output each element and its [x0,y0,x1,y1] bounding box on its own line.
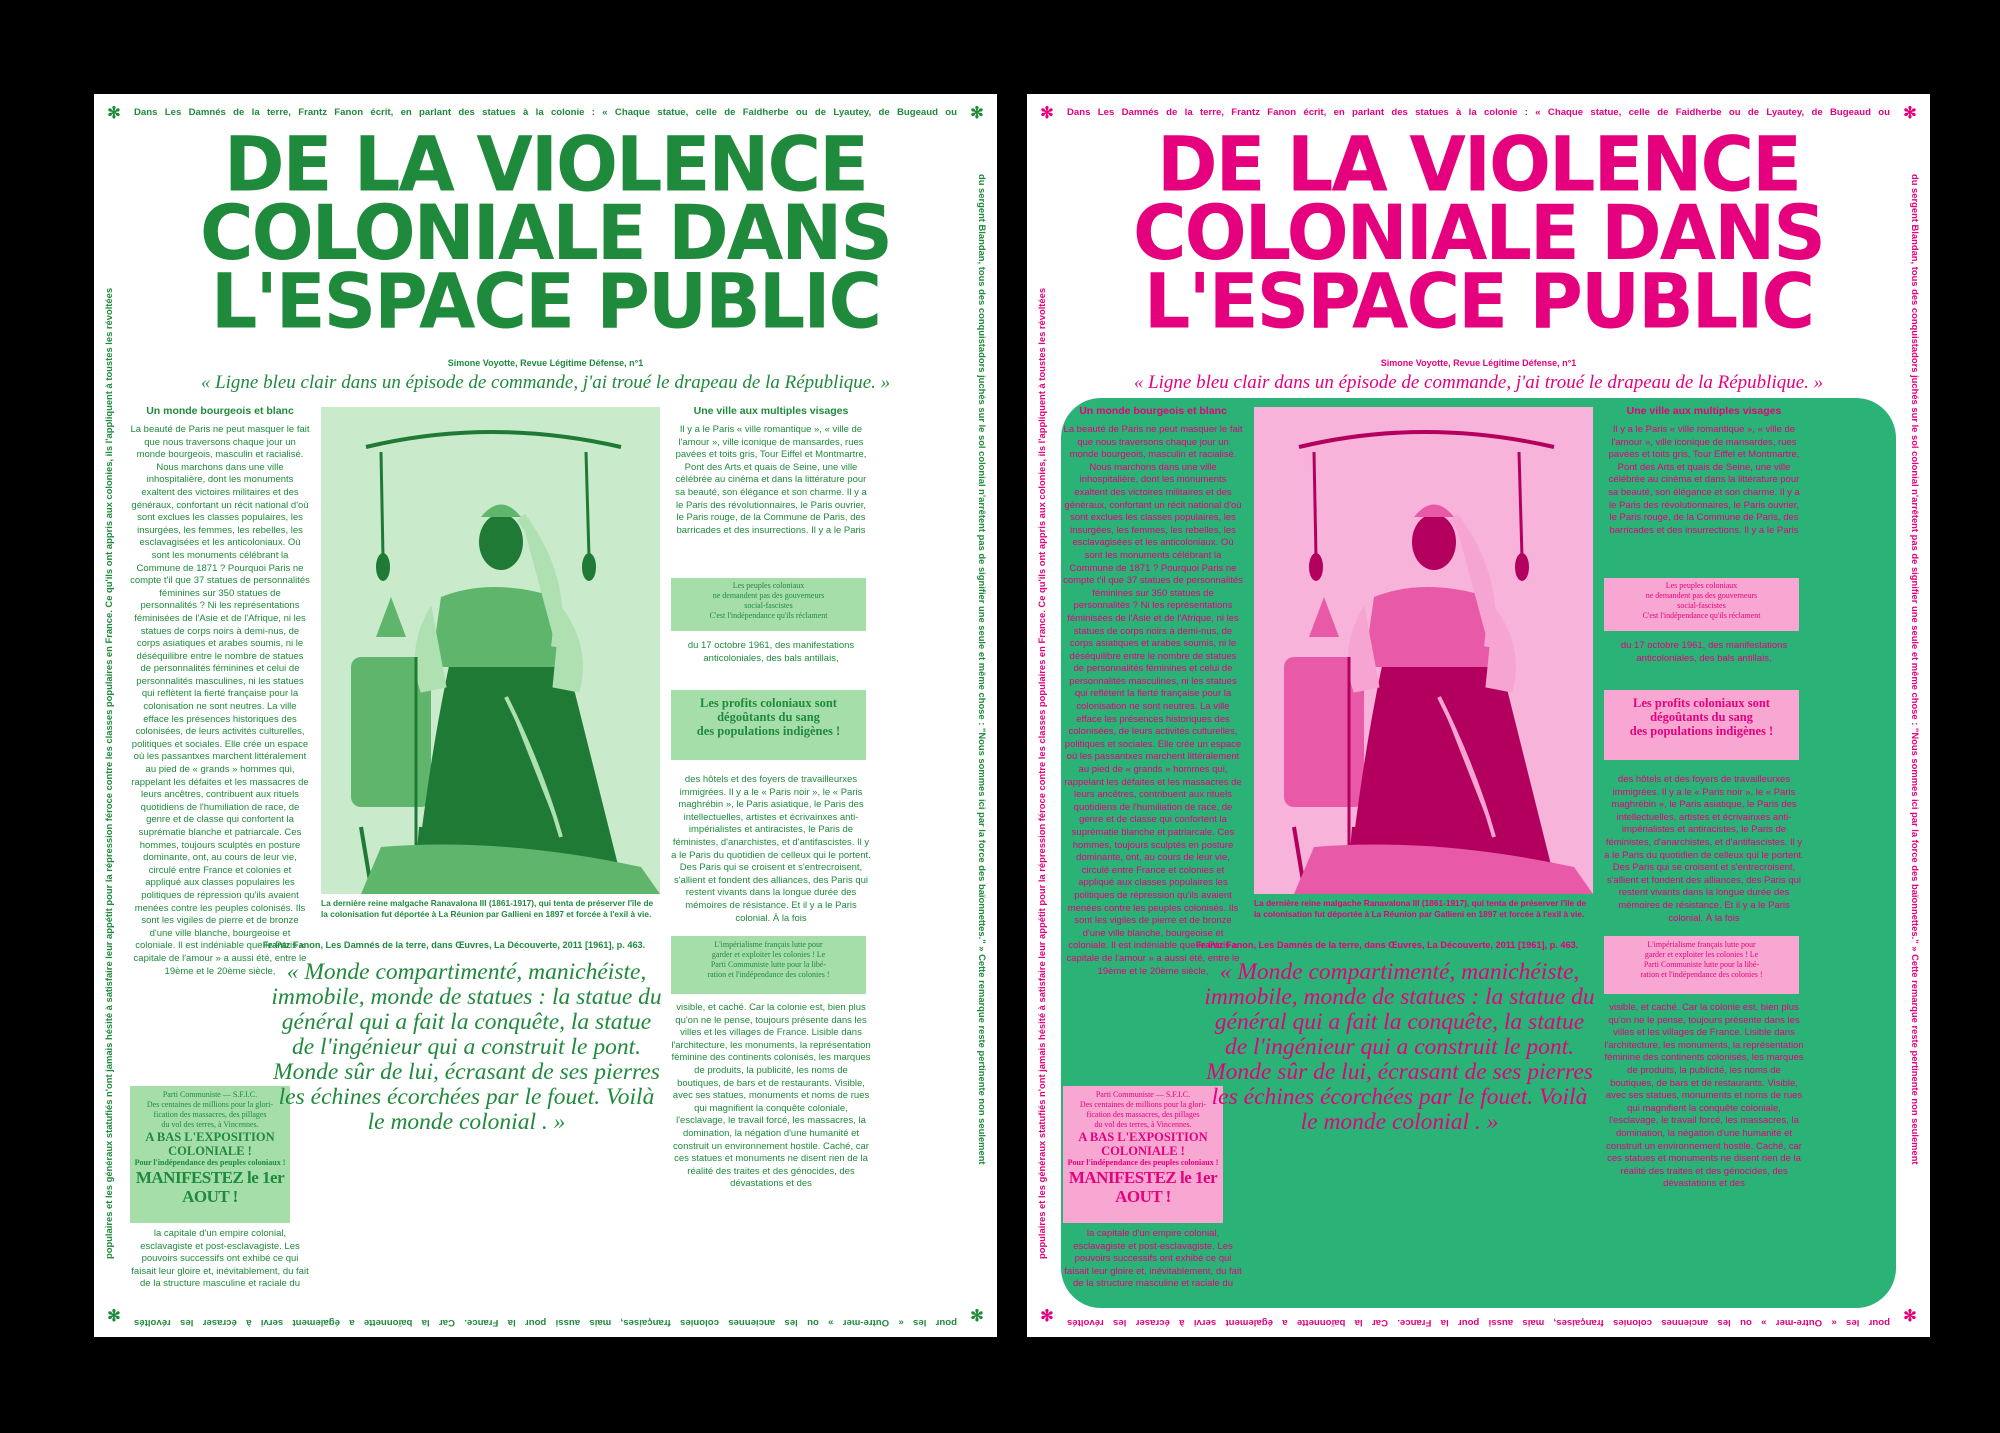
tract-line: Des centaines de millions pour la glori- [146,1100,274,1109]
epigraph-attribution: Simone Voyotte, Revue Légitime Défense, n°1 [1380,358,1577,368]
running-text-top: Dans Les Damnés de la terre, Frantz Fanon écrit, en parlant des statues à la colonie : « Chaque statue, celle de Faidherbe ou de Lyautey, de Bugeaud ou [1067,107,1890,118]
asterisk-icon: ✻ [970,1308,984,1325]
asterisk-icon: ✻ [1040,105,1054,122]
tract-line: L'impérialisme français lutte pour [1647,940,1756,949]
tract-line: ration et l'indépendance des colonies ! [707,970,830,979]
tract-line: fication des massacres, des pillages [1086,1110,1200,1119]
tract-line: L'impérialisme français lutte pour [714,940,823,949]
tract-line: Parti Communiste — S.F.I.C. [162,1090,258,1099]
tract-line: dégoûtants du sang [1650,710,1753,724]
right-column-heading: Une ville aux multiples visages [1626,405,1782,417]
right-column-text-1: Il y a le Paris « ville romantique », « ville de l'amour », ville iconique de mansardes, rues pavées et toits gris, Tour Eiffel et Montmartre, Pont des Arts et quais de Seine, une ville célébrée au cinéma et dans la littérature pour sa beauté, son élégance et son charme. Il y a le Paris des révolutionnaires, le Paris ouvrier, le Paris rouge, de la Commune de Paris, des barricades et des insurrections. Il y a le Paris [675,424,867,536]
right-column-text-2: du 17 octobre 1961, des manifestations anticoloniales, des bals antillais, [1620,640,1788,664]
left-column-heading: Un monde bourgeois et blanc [1079,405,1227,417]
tract-line: Les peuples coloniaux [732,581,805,590]
running-text-top: Dans Les Damnés de la terre, Frantz Fanon écrit, en parlant des statues à la colonie : « Chaque statue, celle de Faidherbe ou de Lyautey, de Bugeaud ou [134,107,957,118]
tract-line: Parti Communiste lutte pour la libé- [710,960,827,969]
portrait-image [321,407,660,894]
right-column-text-2: du 17 octobre 1961, des manifestations anticoloniales, des bals antillais, [687,640,855,664]
running-text-right: du sergent Blandan, tous des conquistadors juchés sur le sol colonial n'arrêtent pas de signifier une seule et même chose : "Nous sommes ici par la force des baïonnettes." » Cette remarque reste pertinente non seulement [1910,174,1921,1165]
tract-peuples-coloniaux [671,578,866,631]
epigraph: « Ligne bleu clair dans un épisode de commande, j'ai troué le drapeau de la République. » [1133,372,1824,393]
tract-line: ne demandent pas des gouverneurs [712,591,825,600]
tract-line: social-fascistes [1677,601,1726,610]
tract-line: Les profits coloniaux sont [700,696,837,710]
left-column-heading: Un monde bourgeois et blanc [146,405,294,417]
tract-line: garder et exploiter les colonies ! Le [1644,950,1759,959]
tract-line: MANIFESTEZ le 1er AOUT ! [1068,1168,1218,1206]
quote-reference: Frantz Fanon, Les Damnés de la terre, dans Œuvres, La Découverte, 2011 [1961], p. 463. [262,940,646,950]
tract-line: social-fascistes [744,601,793,610]
right-column-text-3: des hôtels et des foyers de travailleurxes immigrées. Il y a le « Paris noir », le « Paris maghrébin », le Paris asiatique, le Paris des intellectuelles, artistes et écrivainxes anti-impérialistes et antiracistes, le Paris de féministes, d'anarchistes, et d'antifascistes. Il y a le Paris du quotidien de celleux qui le portent. Des Paris qui se croisent et s'entrecroisent, s'allient et fondent des alliances, des Paris qui restent vivants dans la longue durée des mémoires de résistance. Et il y a le Paris colonial. À la fois [671,774,871,924]
tract-line: dégoûtants du sang [717,710,820,724]
epigraph: « Ligne bleu clair dans un épisode de commande, j'ai troué le drapeau de la République. » [200,372,891,393]
right-column-text-1: Il y a le Paris « ville romantique », « ville de l'amour », ville iconique de mansardes, rues pavées et toits gris, Tour Eiffel et Montmartre, Pont des Arts et quais de Seine, une ville célébrée au cinéma et dans la littérature pour sa beauté, son élégance et son charme. Il y a le Paris des révolutionnaires, le Paris ouvrier, le Paris rouge, de la Commune de Paris, des barricades et des insurrections. Il y a le Paris [1608,424,1800,536]
right-column-text-3: des hôtels et des foyers de travailleurxes immigrées. Il y a le « Paris noir », le « Paris maghrébin », le Paris asiatique, le Paris des intellectuelles, artistes et écrivainxes anti-impérialistes et antiracistes, le Paris de féministes, d'anarchistes, et d'antifascistes. Il y a le Paris du quotidien de celleux qui le portent. Des Paris qui se croisent et s'entrecroisent, s'allient et fondent des alliances, des Paris qui restent vivants dans la longue durée des mémoires de résistance. Et il y a le Paris colonial. À la fois [1604,774,1804,924]
headline-line-2: COLONIALE DANS [1133,189,1824,278]
left-column-text-end: la capitale d'un empire colonial, esclavagiste et post-esclavagiste. Les pouvoirs successifs ont exhibé ce qui faisait leur gloire et, inévitablement, du fait de la structure masculine et raciale du [131,1228,309,1290]
tract-line: C'est l'indépendance qu'ils réclament [709,611,828,620]
portrait-photo [321,407,660,894]
running-text-left: populaires et les généraux statufiés n'ont jamais hésité à satisfaire leur appétit pour la répression féroce contre les classes populaires en France. Ce qu'ils ont appris aux colonies, ils l'appliquent à toustes les révoltées [103,287,114,1259]
running-text-bottom: pour les « Outre-mer » ou les anciennes colonies françaises, mais aussi pour la France. Car la baïonnette a également servi à écraser les révoltés [1067,1317,1890,1328]
tract-line: A BAS L'EXPOSITION COLONIALE ! [145,1130,275,1158]
tract-profits-coloniaux [1604,690,1799,760]
photo-caption: La dernière reine malgache Ranavalona III (1861-1917), qui tenta de préserver l'île de la colonisation fut déportée à La Réunion par Gallieni en 1897 et forcée à l'exil à vie. [321,898,654,919]
tract-line: ne demandent pas des gouverneurs [1645,591,1758,600]
tract-line: Pour l'indépendance des peuples coloniaux ! [134,1158,286,1167]
tract-exposition-coloniale [130,1086,290,1223]
headline-line-1: DE LA VIOLENCE [224,120,867,209]
right-column-text-4: visible, et caché. Car la colonie est, bien plus qu'on ne le pense, toujours présente dans les villes et les villages de France. Lisible dans l'architecture, les monuments, la représentation féminine des continents colonisés, les marques de produits, la publicité, les noms de boutiques, de bars et de restaurants. Visible, avec ses statues, monuments et noms de rues qui magnifient la conquête coloniale, l'esclavage, le travail forcé, les massacres, la domination, la négation d'une humanité et construit un environnement hostile. Caché, car ces statues et monuments ne disent rien de la réalité des traites et des génocides, des dévastations et des [671,1002,871,1190]
tract-exposition-coloniale [1063,1086,1223,1223]
left-column-text-end: la capitale d'un empire colonial, esclavagiste et post-esclavagiste. Les pouvoirs successifs ont exhibé ce qui faisait leur gloire et, inévitablement, du fait de la structure masculine et raciale du [1064,1228,1242,1290]
headline-line-1: DE LA VIOLENCE [1157,120,1800,209]
tract-line: fication des massacres, des pillages [153,1110,267,1119]
running-text-left: populaires et les généraux statufiés n'ont jamais hésité à satisfaire leur appétit pour la répression féroce contre les classes populaires en France. Ce qu'ils ont appris aux colonies, ils l'appliquent à toustes les révoltées [1036,287,1047,1259]
tract-line: A BAS L'EXPOSITION COLONIALE ! [1078,1130,1208,1158]
tract-line: Les peuples coloniaux [1665,581,1738,590]
portrait-image [1254,407,1593,894]
right-column-text-4: visible, et caché. Car la colonie est, bien plus qu'on ne le pense, toujours présente dans les villes et les villages de France. Lisible dans l'architecture, les monuments, la représentation féminine des continents colonisés, les marques de produits, la publicité, les noms de boutiques, de bars et de restaurants. Visible, avec ses statues, monuments et noms de rues qui magnifient la conquête coloniale, l'esclavage, le travail forcé, les massacres, la domination, la négation d'une humanité et construit un environnement hostile. Caché, car ces statues et monuments ne disent rien de la réalité des traites et des génocides, des dévastations et des [1604,1002,1804,1190]
tract-line: C'est l'indépendance qu'ils réclament [1642,611,1761,620]
tract-line: Parti Communiste — S.F.I.C. [1095,1090,1191,1099]
asterisk-icon: ✻ [107,1308,121,1325]
fanon-quote: « Monde compartimenté, manichéiste, immobile, monde de statues : la statue du général qui a fait la conquête, la statue de l'ingénieur qui a construit le pont. Monde sûr de lui, écrasant de ses pierres les échines écorchées par le fouet. Voilà le monde colonial . » [271,959,662,1135]
tract-profits-coloniaux [671,690,866,760]
headline-line-3: L'ESPACE PUBLIC [1143,257,1814,347]
asterisk-icon: ✻ [1903,105,1917,122]
quote-reference: Frantz Fanon, Les Damnés de la terre, dans Œuvres, La Découverte, 2011 [1961], p. 463. [1195,940,1579,950]
photo-caption: La dernière reine malgache Ranavalona III (1861-1917), qui tenta de préserver l'île de la colonisation fut déportée à La Réunion par Gallieni en 1897 et forcée à l'exil à vie. [1254,898,1587,919]
tract-line: garder et exploiter les colonies ! Le [711,950,826,959]
tract-line: Pour l'indépendance des peuples coloniaux ! [1067,1158,1219,1167]
epigraph-attribution: Simone Voyotte, Revue Légitime Défense, n°1 [447,358,644,368]
asterisk-icon: ✻ [107,105,121,122]
tract-line: du vol des terres, à Vincennes. [1094,1120,1192,1129]
tract-line: MANIFESTEZ le 1er AOUT ! [135,1168,285,1206]
asterisk-icon: ✻ [970,105,984,122]
headline-line-3: L'ESPACE PUBLIC [210,257,881,347]
tract-line: Les profits coloniaux sont [1633,696,1770,710]
tract-line: ration et l'indépendance des colonies ! [1640,970,1763,979]
tract-line: des populations indigènes ! [696,724,841,738]
tract-peuples-coloniaux [1604,578,1799,631]
poster-green-version [94,94,997,1337]
headline [1057,120,1900,347]
portrait-photo [1254,407,1593,894]
tract-line: Des centaines de millions pour la glori- [1079,1100,1207,1109]
fanon-quote: « Monde compartimenté, manichéiste, immobile, monde de statues : la statue du général qui a fait la conquête, la statue de l'ingénieur qui a construit le pont. Monde sûr de lui, écrasant de ses pierres les échines écorchées par le fouet. Voilà le monde colonial . » [1204,959,1595,1135]
tract-imperialisme [671,936,866,994]
tract-imperialisme [1604,936,1799,994]
tract-line: du vol des terres, à Vincennes. [161,1120,259,1129]
asterisk-icon: ✻ [1903,1308,1917,1325]
tract-line: Parti Communiste lutte pour la libé- [1643,960,1760,969]
headline [124,120,967,347]
headline-line-2: COLONIALE DANS [200,189,891,278]
asterisk-icon: ✻ [1040,1308,1054,1325]
poster-pink-version [1027,94,1930,1337]
left-column-text: La beauté de Paris ne peut masquer le fait que nous traversons chaque jour un monde bourgeois, masculin et racialisé. Nous marchons dans une ville inhospitalière, dont les monuments exaltent des victoires militaires et des généraux, confortant un récit national d'où sont exclues les classes populaires, les insurgées, les femmes, les rebelles, les esclavagisées et les anticoloniaux. Où sont les monuments célébrant la Commune de 1871 ? Pourquoi Paris ne compte t'il que 37 statues de personnalités féminines sur 350 statues de personnalités ? Ni les représentations féminisées de l'Asie et de l'Afrique, ni les statues de corps noirs à demi-nus, de corps asiatiques et arabes soumis, ni le déséquilibre entre le nombre de statues de personnalités féminines et celui de personnalités masculines, ni les statues qui reflètent la fierté française pour la colonisation ne sont neutres. La ville efface les présences historiques des colonisées, de leurs activités culturelles, politiques et sociales. Elle crée un espace où les passantxes marchent littéralement au pied de « grands » hommes qui, rappelant les défaites et les massacres de leurs ancêtres, contribuent aux rituels quotidiens de l'humiliation de race, de genre et de classe qui confortent la suprématie blanche et patriarcale. Ces hommes, toujours sculptés en posture dominante, ont, au cours de leur vie, circulé entre France et colonies et appliqué aux classes populaires les politiques de répression qu'ils avaient menées contre les peuples colonisés. Ils sont les vigiles de pierre et de bronze d'une ville blanche, bourgeoise et coloniale. Il est indéniable que le Paris « capitale de l'amour » a aussi été, entre le 19ème et le 20ème siècle, [130,424,310,977]
right-column-heading: Une ville aux multiples visages [693,405,849,417]
left-column-text: La beauté de Paris ne peut masquer le fait que nous traversons chaque jour un monde bourgeois, masculin et racialisé. Nous marchons dans une ville inhospitalière, dont les monuments exaltent des victoires militaires et des généraux, confortant un récit national d'où sont exclues les classes populaires, les insurgées, les femmes, les rebelles, les esclavagisées et les anticoloniaux. Où sont les monuments célébrant la Commune de 1871 ? Pourquoi Paris ne compte t'il que 37 statues de personnalités féminines sur 350 statues de personnalités ? Ni les représentations féminisées de l'Asie et de l'Afrique, ni les statues de corps noirs à demi-nus, de corps asiatiques et arabes soumis, ni le déséquilibre entre le nombre de statues de personnalités féminines et celui de personnalités masculines, ni les statues qui reflètent la fierté française pour la colonisation ne sont neutres. La ville efface les présences historiques des colonisées, de leurs activités culturelles, politiques et sociales. Elle crée un espace où les passantxes marchent littéralement au pied de « grands » hommes qui, rappelant les défaites et les massacres de leurs ancêtres, contribuent aux rituels quotidiens de l'humiliation de race, de genre et de classe qui confortent la suprématie blanche et patriarcale. Ces hommes, toujours sculptés en posture dominante, ont, au cours de leur vie, circulé entre France et colonies et appliqué aux classes populaires les politiques de répression qu'ils avaient menées contre les peuples colonisés. Ils sont les vigiles de pierre et de bronze d'une ville blanche, bourgeoise et coloniale. Il est indéniable que le Paris « capitale de l'amour » a aussi été, entre le 19ème et le 20ème siècle, [1063,424,1243,977]
running-text-bottom: pour les « Outre-mer » ou les anciennes colonies françaises, mais aussi pour la France. Car la baïonnette a également servi à écraser les révoltés [134,1317,957,1328]
running-text-right: du sergent Blandan, tous des conquistadors juchés sur le sol colonial n'arrêtent pas de signifier une seule et même chose : "Nous sommes ici par la force des baïonnettes." » Cette remarque reste pertinente non seulement [977,174,988,1165]
tract-line: des populations indigènes ! [1629,724,1774,738]
